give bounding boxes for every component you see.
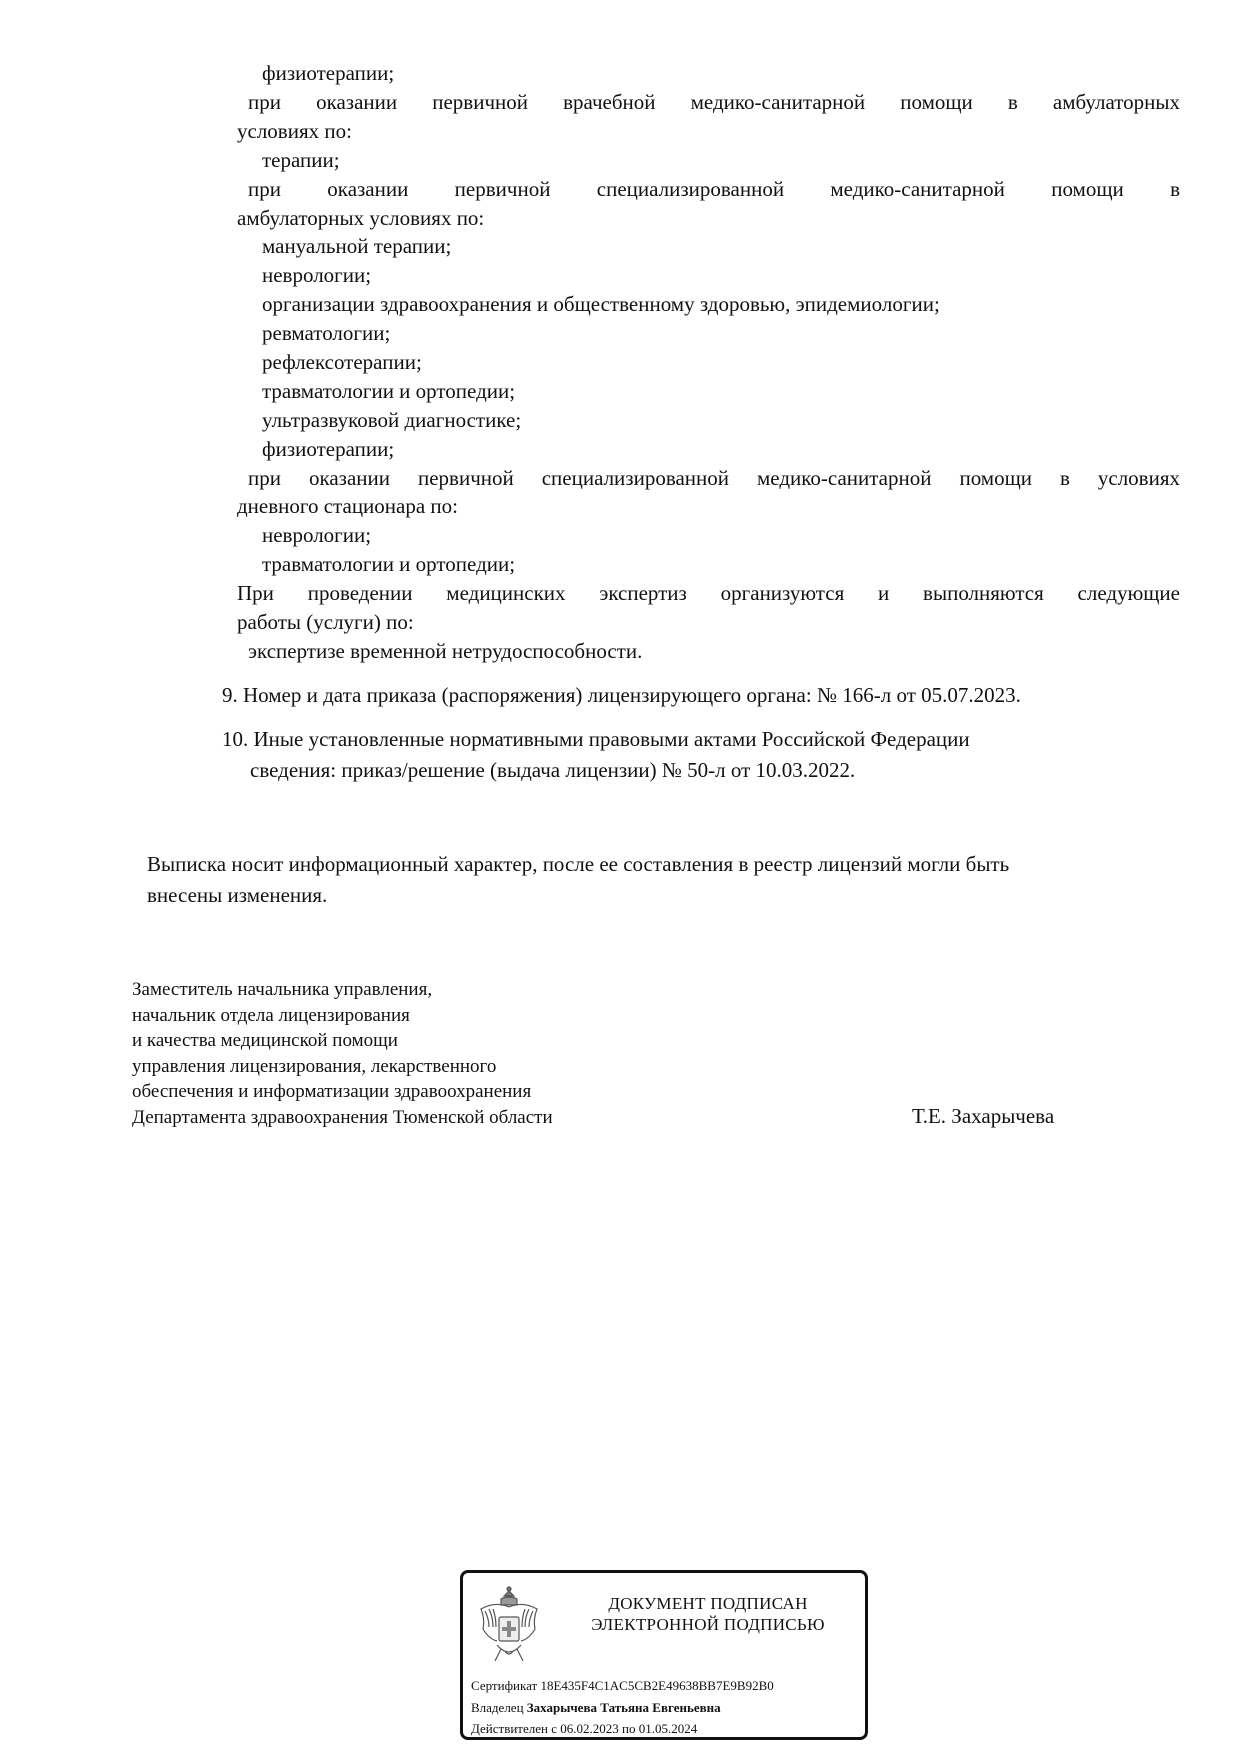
- signatory-position-line: Департамента здравоохранения Тюменской области: [132, 1106, 553, 1128]
- list-line: физиотерапии;: [262, 61, 395, 85]
- stamp-title-line-2: ЭЛЕКТРОННОЙ ПОДПИСЬЮ: [591, 1615, 825, 1634]
- list-line: физиотерапии;: [262, 437, 395, 461]
- owner-value: Захарычева Татьяна Евгеньевна: [526, 1700, 721, 1715]
- signatory-position-line: Заместитель начальника управления,: [132, 979, 433, 1000]
- list-line: ультразвуковой диагностике;: [262, 408, 522, 432]
- list-line: условиях по:: [237, 119, 352, 143]
- list-line: при оказании первичной специализированной медико-санитарной помощи в условиях: [248, 466, 1180, 490]
- signatory-position-line: обеспечения и информатизации здравоохранения: [132, 1081, 532, 1102]
- item-10-line-2: сведения: приказ/решение (выдача лицензии) № 50-л от 10.03.2022.: [250, 758, 856, 782]
- list-line: мануальной терапии;: [262, 234, 452, 258]
- list-line: ревматологии;: [262, 321, 391, 345]
- notice-line-1: Выписка носит информационный характер, после ее составления в реестр лицензий могли быть: [147, 852, 1010, 876]
- electronic-signature-stamp: [460, 1570, 868, 1740]
- coat-of-arms-icon: [475, 1585, 543, 1667]
- list-line: при оказании первичной врачебной медико-санитарной помощи в амбулаторных: [248, 90, 1180, 114]
- list-line: терапии;: [262, 148, 340, 172]
- list-line: дневного стационара по:: [237, 494, 458, 518]
- item-10-line-1: 10. Иные установленные нормативными правовыми актами Российской Федерации: [222, 727, 970, 751]
- signatory-position-line: управления лицензирования, лекарственного: [132, 1055, 497, 1077]
- list-line: неврологии;: [262, 263, 372, 287]
- list-line: амбулаторных условиях по:: [237, 206, 485, 230]
- signatory-name: Т.Е. Захарычева: [912, 1104, 1055, 1128]
- list-line: работы (услуги) по:: [237, 610, 414, 634]
- list-line: рефлексотерапии;: [262, 350, 422, 374]
- owner-label: Владелец: [471, 1700, 524, 1715]
- list-line: При проведении медицинских экспертиз организуются и выполняются следующие: [237, 581, 1180, 605]
- stamp-title-line-1: ДОКУМЕНТ ПОДПИСАН: [608, 1594, 808, 1613]
- stamp-certificate: [471, 1678, 774, 1694]
- list-line: неврологии;: [262, 523, 372, 547]
- list-line: травматологии и ортопедии;: [262, 552, 516, 576]
- list-line: экспертизе временной нетрудоспособности.: [248, 639, 643, 663]
- signatory-position-line: начальник отдела лицензирования: [132, 1004, 410, 1026]
- list-line: травматологии и ортопедии;: [262, 379, 516, 403]
- notice-line-2: внесены изменения.: [147, 883, 328, 907]
- stamp-owner: [471, 1700, 721, 1716]
- list-line: организации здравоохранения и общественному здоровью, эпидемиологии;: [262, 292, 940, 316]
- signatory-position-line: и качества медицинской помощи: [132, 1030, 398, 1051]
- certificate-label: Сертификат: [471, 1678, 538, 1693]
- stamp-validity: Действителен с 06.02.2023 по 01.05.2024: [471, 1721, 698, 1736]
- stamp-title: [558, 1593, 858, 1635]
- certificate-value: 18E435F4C1AC5CB2E49638BB7E9B92B0: [540, 1678, 774, 1693]
- item-9-order: 9. Номер и дата приказа (распоряжения) лицензирующего органа: № 166-л от 05.07.2023.: [222, 683, 1021, 707]
- list-line: при оказании первичной специализированной медико-санитарной помощи в: [248, 177, 1180, 201]
